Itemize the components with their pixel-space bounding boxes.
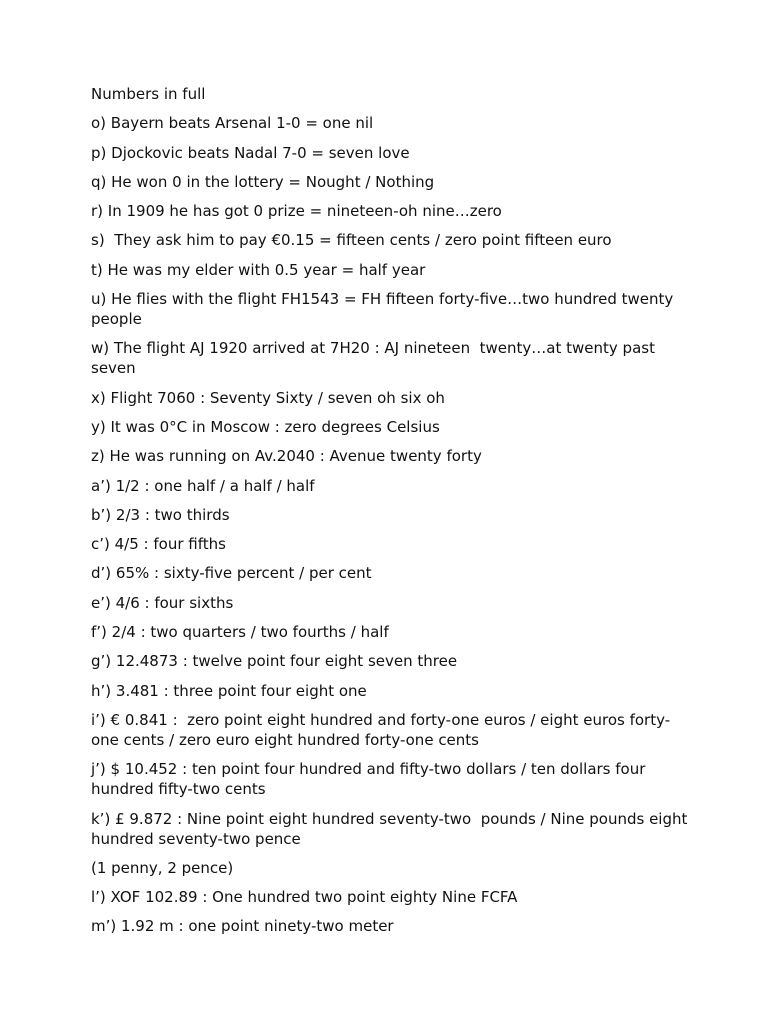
list-item-r: r) In 1909 he has got 0 prize = nineteen-oh nine…zero <box>91 202 502 221</box>
list-item-e-prime: e’) 4/6 : four sixths <box>91 593 234 612</box>
list-item-a-prime: a’) 1/2 : one half / a half / half <box>91 476 315 495</box>
list-item-u: u) He flies with the flight FH1543 = FH fifteen forty-five…two hundred twenty people <box>91 290 679 329</box>
list-item-x: x) Flight 7060 : Seventy Sixty / seven oh six oh <box>91 388 445 407</box>
list-item-i-prime: i’) € 0.841 : zero point eight hundred and forty-one euros / eight euros forty-one cents / zero euro eight hundred forty-one cents <box>91 710 671 749</box>
document-page <box>91 84 691 946</box>
list-item-s: s) They ask him to pay €0.15 = fifteen cents / zero point fifteen euro <box>91 231 612 250</box>
list-item-g-prime: g’) 12.4873 : twelve point four eight seven three <box>91 652 458 671</box>
document-title: Numbers in full <box>91 85 206 103</box>
list-item-w: w) The flight AJ 1920 arrived at 7H20 : AJ nineteen twenty…at twenty past seven <box>91 339 660 378</box>
list-item-q: q) He won 0 in the lottery = Nought / Nothing <box>91 172 435 191</box>
list-item-b-prime: b’) 2/3 : two thirds <box>91 505 230 524</box>
list-item-m-prime: m’) 1.92 m : one point ninety-two meter <box>91 917 394 936</box>
list-item-o: o) Bayern beats Arsenal 1-0 = one nil <box>91 114 374 133</box>
list-item-c-prime: c’) 4/5 : four fifths <box>91 535 226 554</box>
list-item-d-prime: d’) 65% : sixty-five percent / per cent <box>91 564 372 583</box>
note-penny-pence: (1 penny, 2 pence) <box>91 858 234 877</box>
list-item-f-prime: f’) 2/4 : two quarters / two fourths / half <box>91 623 389 642</box>
list-item-k-prime: k’) £ 9.872 : Nine point eight hundred seventy-two pounds / Nine pounds eight hundred seventy-two pence <box>91 809 693 848</box>
list-item-y: y) It was 0°C in Moscow : zero degrees Celsius <box>91 417 440 436</box>
list-item-h-prime: h’) 3.481 : three point four eight one <box>91 681 367 700</box>
list-item-z: z) He was running on Av.2040 : Avenue twenty forty <box>91 447 482 466</box>
list-item-j-prime: j’) $ 10.452 : ten point four hundred and fifty-two dollars / ten dollars four hundred fifty-two cents <box>91 760 651 799</box>
list-item-p: p) Djockovic beats Nadal 7-0 = seven love <box>91 143 410 162</box>
list-item-l-prime: l’) XOF 102.89 : One hundred two point eighty Nine FCFA <box>91 888 518 907</box>
list-item-t: t) He was my elder with 0.5 year = half year <box>91 260 426 279</box>
